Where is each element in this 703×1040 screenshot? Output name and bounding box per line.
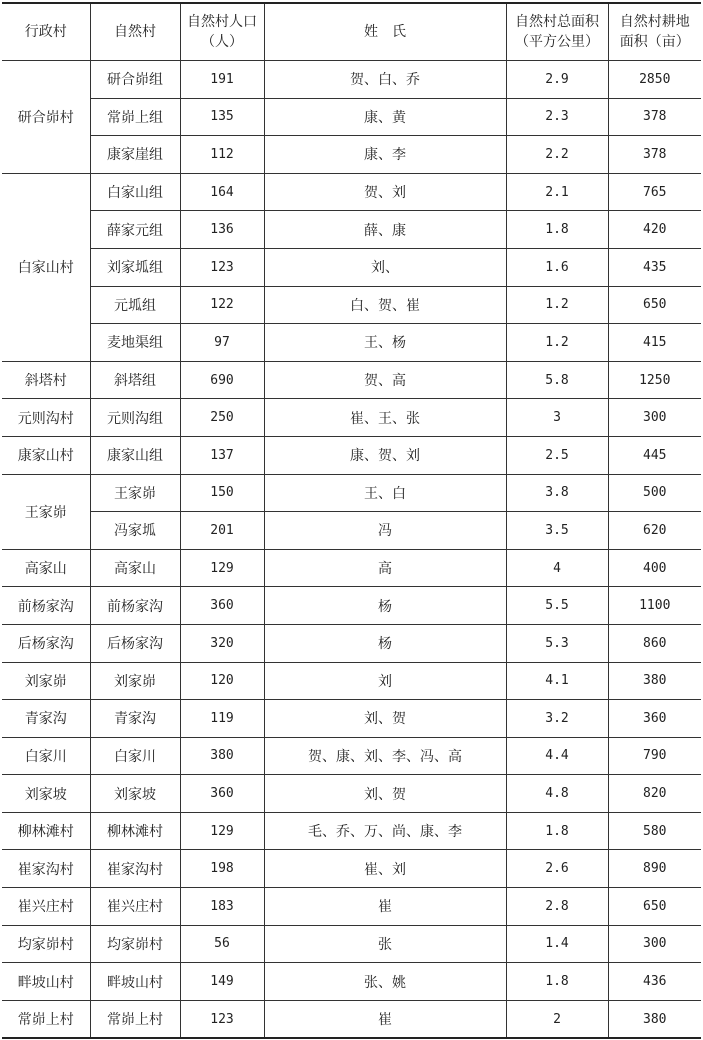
- admin-village-cell: 王家峁: [2, 474, 90, 549]
- natural-village-cell: 康家山组: [90, 436, 180, 474]
- farmland-area-cell: 420: [608, 211, 701, 249]
- farmland-area-cell: 415: [608, 324, 701, 362]
- admin-village-cell: 青家沟: [2, 700, 90, 738]
- population-cell: 129: [180, 549, 264, 587]
- farmland-area-cell: 436: [608, 963, 701, 1001]
- surnames-cell: 刘、: [264, 248, 506, 286]
- admin-village-cell: 柳林滩村: [2, 812, 90, 850]
- table-row: [2, 587, 701, 625]
- population-cell: 129: [180, 812, 264, 850]
- farmland-area-cell: 445: [608, 436, 701, 474]
- surnames-cell: 康、黄: [264, 98, 506, 136]
- table-row: [2, 775, 701, 813]
- farmland-area-cell: 300: [608, 925, 701, 963]
- population-cell: 120: [180, 662, 264, 700]
- population-cell: 137: [180, 436, 264, 474]
- population-cell: 56: [180, 925, 264, 963]
- population-cell: 250: [180, 399, 264, 437]
- natural-village-cell: 元则沟组: [90, 399, 180, 437]
- table-row: [2, 474, 701, 512]
- surnames-cell: 张、姚: [264, 963, 506, 1001]
- population-cell: 97: [180, 324, 264, 362]
- total-area-cell: 5.5: [506, 587, 608, 625]
- natural-village-cell: 王家峁: [90, 474, 180, 512]
- admin-village-cell: 畔坡山村: [2, 963, 90, 1001]
- admin-village-cell: 研合峁村: [2, 61, 90, 174]
- surnames-cell: 毛、乔、万、尚、康、李: [264, 812, 506, 850]
- table-row: [2, 361, 701, 399]
- total-area-cell: 3: [506, 399, 608, 437]
- total-area-cell: 4.1: [506, 662, 608, 700]
- admin-village-cell: 元则沟村: [2, 399, 90, 437]
- total-area-cell: 2.3: [506, 98, 608, 136]
- natural-village-cell: 前杨家沟: [90, 587, 180, 625]
- farmland-area-cell: 1100: [608, 587, 701, 625]
- header-population: 自然村人口 （人）: [180, 3, 264, 61]
- natural-village-cell: 康家崖组: [90, 136, 180, 174]
- total-area-cell: 2.6: [506, 850, 608, 888]
- surnames-cell: 王、杨: [264, 324, 506, 362]
- table-row: [2, 61, 701, 99]
- surnames-cell: 杨: [264, 624, 506, 662]
- total-area-cell: 1.8: [506, 812, 608, 850]
- admin-village-cell: 高家山: [2, 549, 90, 587]
- header-admin-village: 行政村: [2, 3, 90, 61]
- farmland-area-cell: 380: [608, 662, 701, 700]
- natural-village-cell: 白家山组: [90, 173, 180, 211]
- natural-village-cell: 高家山: [90, 549, 180, 587]
- table-row: [2, 850, 701, 888]
- total-area-cell: 2.8: [506, 888, 608, 926]
- table-row: [2, 888, 701, 926]
- table-row: [2, 963, 701, 1001]
- population-cell: 149: [180, 963, 264, 1001]
- surnames-cell: 贺、白、乔: [264, 61, 506, 99]
- table-row: [2, 173, 701, 211]
- table-row: [2, 324, 701, 362]
- table-row: [2, 662, 701, 700]
- surnames-cell: 贺、康、刘、李、冯、高: [264, 737, 506, 775]
- farmland-area-cell: 300: [608, 399, 701, 437]
- population-cell: 119: [180, 700, 264, 738]
- farmland-area-cell: 580: [608, 812, 701, 850]
- table-row: [2, 737, 701, 775]
- surnames-cell: 张: [264, 925, 506, 963]
- table-row: [2, 98, 701, 136]
- total-area-cell: 1.8: [506, 211, 608, 249]
- admin-village-cell: 刘家坡: [2, 775, 90, 813]
- population-cell: 360: [180, 775, 264, 813]
- population-cell: 191: [180, 61, 264, 99]
- header-farmland-area: 自然村耕地 面积（亩）: [608, 3, 701, 61]
- admin-village-cell: 崔家沟村: [2, 850, 90, 888]
- table-row: [2, 399, 701, 437]
- population-cell: 380: [180, 737, 264, 775]
- total-area-cell: 3.2: [506, 700, 608, 738]
- natural-village-cell: 青家沟: [90, 700, 180, 738]
- farmland-area-cell: 378: [608, 136, 701, 174]
- surnames-cell: 崔、刘: [264, 850, 506, 888]
- total-area-cell: 2.9: [506, 61, 608, 99]
- natural-village-cell: 薛家元组: [90, 211, 180, 249]
- total-area-cell: 2.2: [506, 136, 608, 174]
- table-row: [2, 1000, 701, 1038]
- natural-village-cell: 研合峁组: [90, 61, 180, 99]
- natural-village-cell: 常峁上村: [90, 1000, 180, 1038]
- table-header: [2, 3, 701, 61]
- admin-village-cell: 崔兴庄村: [2, 888, 90, 926]
- table-row: [2, 248, 701, 286]
- population-cell: 122: [180, 286, 264, 324]
- farmland-area-cell: 650: [608, 888, 701, 926]
- surnames-cell: 高: [264, 549, 506, 587]
- total-area-cell: 1.2: [506, 324, 608, 362]
- total-area-cell: 5.8: [506, 361, 608, 399]
- natural-village-cell: 元坬组: [90, 286, 180, 324]
- natural-village-cell: 刘家坬组: [90, 248, 180, 286]
- admin-village-cell: 白家山村: [2, 173, 90, 361]
- admin-village-cell: 常峁上村: [2, 1000, 90, 1038]
- farmland-area-cell: 435: [608, 248, 701, 286]
- header-natural-village: 自然村: [90, 3, 180, 61]
- header-total-area: 自然村总面积 （平方公里）: [506, 3, 608, 61]
- table-row: [2, 512, 701, 550]
- surnames-cell: 贺、高: [264, 361, 506, 399]
- total-area-cell: 4.4: [506, 737, 608, 775]
- admin-village-cell: 刘家峁: [2, 662, 90, 700]
- natural-village-cell: 麦地渠组: [90, 324, 180, 362]
- admin-village-cell: 均家峁村: [2, 925, 90, 963]
- total-area-cell: 2.5: [506, 436, 608, 474]
- population-cell: 135: [180, 98, 264, 136]
- table-row: [2, 136, 701, 174]
- total-area-cell: 2.1: [506, 173, 608, 211]
- surnames-cell: 冯: [264, 512, 506, 550]
- natural-village-cell: 柳林滩村: [90, 812, 180, 850]
- natural-village-cell: 崔家沟村: [90, 850, 180, 888]
- population-cell: 123: [180, 1000, 264, 1038]
- natural-village-cell: 斜塔组: [90, 361, 180, 399]
- surnames-cell: 崔: [264, 1000, 506, 1038]
- population-cell: 320: [180, 624, 264, 662]
- table-row: [2, 286, 701, 324]
- natural-village-cell: 后杨家沟: [90, 624, 180, 662]
- farmland-area-cell: 380: [608, 1000, 701, 1038]
- table-row: [2, 211, 701, 249]
- surnames-cell: 刘、贺: [264, 775, 506, 813]
- farmland-area-cell: 378: [608, 98, 701, 136]
- farmland-area-cell: 360: [608, 700, 701, 738]
- total-area-cell: 4: [506, 549, 608, 587]
- surnames-cell: 薛、康: [264, 211, 506, 249]
- total-area-cell: 2: [506, 1000, 608, 1038]
- farmland-area-cell: 650: [608, 286, 701, 324]
- farmland-area-cell: 1250: [608, 361, 701, 399]
- farmland-area-cell: 890: [608, 850, 701, 888]
- surnames-cell: 杨: [264, 587, 506, 625]
- table-body: [2, 61, 701, 1039]
- farmland-area-cell: 860: [608, 624, 701, 662]
- admin-village-cell: 后杨家沟: [2, 624, 90, 662]
- farmland-area-cell: 2850: [608, 61, 701, 99]
- population-cell: 201: [180, 512, 264, 550]
- population-cell: 136: [180, 211, 264, 249]
- surnames-cell: 白、贺、崔: [264, 286, 506, 324]
- surnames-cell: 贺、刘: [264, 173, 506, 211]
- total-area-cell: 3.5: [506, 512, 608, 550]
- population-cell: 360: [180, 587, 264, 625]
- surnames-cell: 刘: [264, 662, 506, 700]
- admin-village-cell: 前杨家沟: [2, 587, 90, 625]
- population-cell: 183: [180, 888, 264, 926]
- natural-village-cell: 白家川: [90, 737, 180, 775]
- surnames-cell: 王、白: [264, 474, 506, 512]
- table-row: [2, 549, 701, 587]
- admin-village-cell: 康家山村: [2, 436, 90, 474]
- total-area-cell: 1.4: [506, 925, 608, 963]
- natural-village-cell: 崔兴庄村: [90, 888, 180, 926]
- header-surnames: 姓 氏: [264, 3, 506, 61]
- total-area-cell: 1.6: [506, 248, 608, 286]
- surnames-cell: 崔: [264, 888, 506, 926]
- total-area-cell: 1.2: [506, 286, 608, 324]
- surnames-cell: 康、李: [264, 136, 506, 174]
- farmland-area-cell: 620: [608, 512, 701, 550]
- surnames-cell: 崔、王、张: [264, 399, 506, 437]
- population-cell: 150: [180, 474, 264, 512]
- population-cell: 198: [180, 850, 264, 888]
- table-row: [2, 624, 701, 662]
- total-area-cell: 5.3: [506, 624, 608, 662]
- natural-village-cell: 均家峁村: [90, 925, 180, 963]
- natural-village-cell: 冯家坬: [90, 512, 180, 550]
- surnames-cell: 康、贺、刘: [264, 436, 506, 474]
- population-cell: 164: [180, 173, 264, 211]
- table-row: [2, 436, 701, 474]
- total-area-cell: 4.8: [506, 775, 608, 813]
- farmland-area-cell: 500: [608, 474, 701, 512]
- total-area-cell: 1.8: [506, 963, 608, 1001]
- admin-village-cell: 白家川: [2, 737, 90, 775]
- population-cell: 690: [180, 361, 264, 399]
- farmland-area-cell: 790: [608, 737, 701, 775]
- table-row: [2, 700, 701, 738]
- population-cell: 123: [180, 248, 264, 286]
- table-row: [2, 925, 701, 963]
- natural-village-cell: 刘家坡: [90, 775, 180, 813]
- total-area-cell: 3.8: [506, 474, 608, 512]
- farmland-area-cell: 765: [608, 173, 701, 211]
- natural-village-cell: 常峁上组: [90, 98, 180, 136]
- farmland-area-cell: 400: [608, 549, 701, 587]
- table-row: [2, 812, 701, 850]
- population-cell: 112: [180, 136, 264, 174]
- farmland-area-cell: 820: [608, 775, 701, 813]
- natural-village-cell: 刘家峁: [90, 662, 180, 700]
- surnames-cell: 刘、贺: [264, 700, 506, 738]
- admin-village-cell: 斜塔村: [2, 361, 90, 399]
- natural-village-cell: 畔坡山村: [90, 963, 180, 1001]
- village-table: [2, 2, 701, 1039]
